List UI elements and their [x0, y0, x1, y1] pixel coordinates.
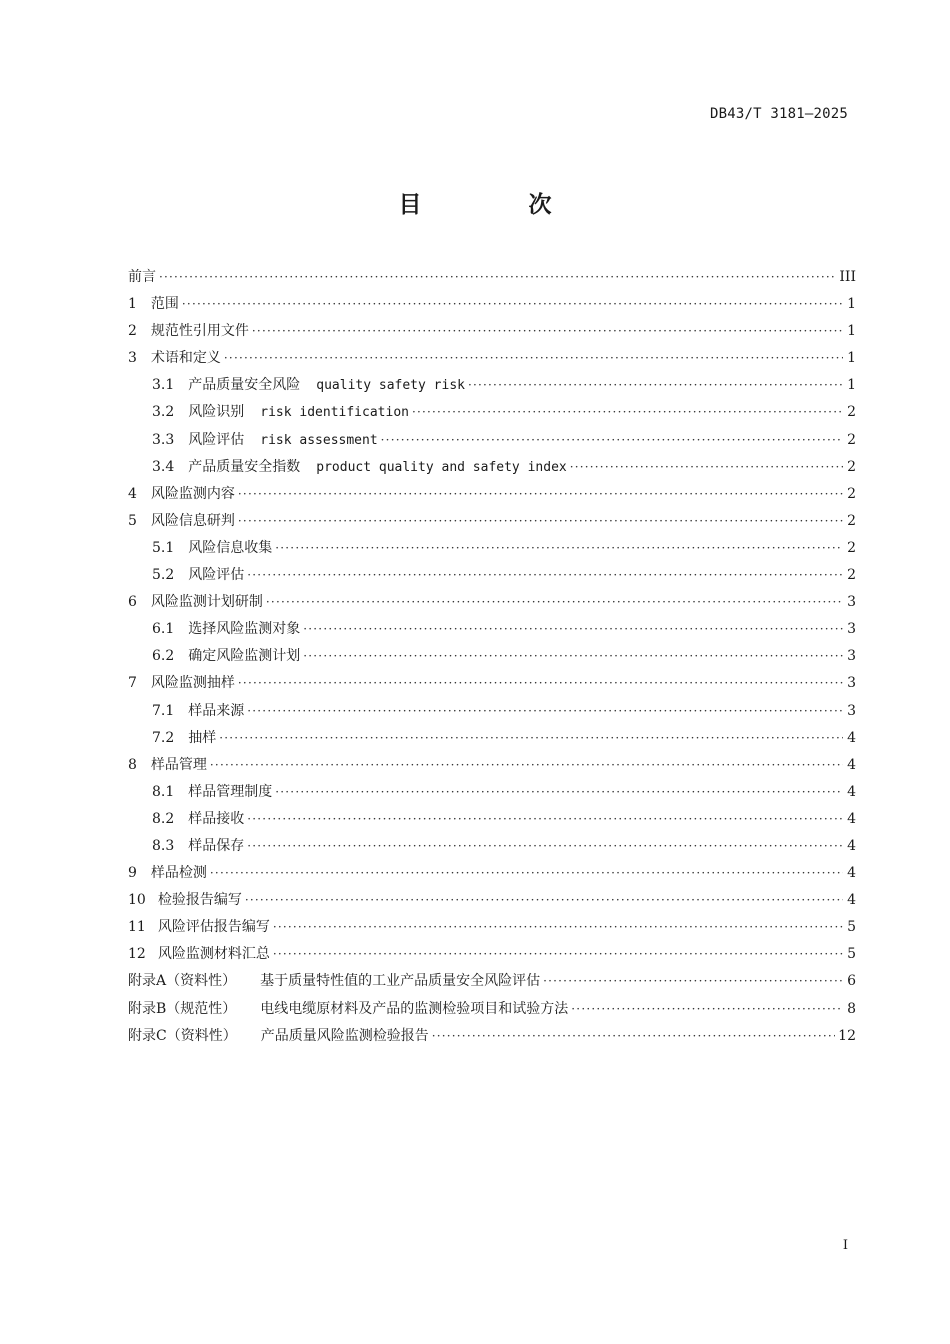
toc-entry-page: 4 — [847, 810, 856, 827]
toc-entry-number: 1 — [128, 296, 137, 313]
toc-dot-leader — [275, 541, 843, 555]
toc-entry-title: 产品质量风险监测检验报告 — [260, 1027, 429, 1044]
toc-entry-title: 风险监测内容 — [150, 485, 235, 502]
toc-entry[interactable] — [128, 293, 856, 320]
toc-entry-title: 样品来源 — [188, 702, 245, 719]
toc-entry-title: 样品检测 — [150, 865, 207, 882]
toc-entry[interactable] — [128, 510, 856, 537]
toc-entry-title: 规范性引用文件 — [150, 323, 249, 340]
toc-dot-leader — [303, 622, 843, 636]
toc-entry-title: 基于质量特性值的工业产品质量安全风险评估 — [260, 973, 541, 990]
toc-entry-number: 5 — [128, 512, 137, 529]
toc-entry-title: 范围 — [150, 296, 179, 313]
toc-entry-number: 8.1 — [152, 783, 175, 800]
toc-entry[interactable] — [128, 564, 856, 591]
toc-dot-leader — [210, 758, 843, 772]
toc-entry-english-term: product quality and safety index — [316, 459, 567, 475]
toc-entry[interactable] — [128, 537, 856, 564]
toc-entry-number: 3.1 — [152, 377, 175, 394]
toc-entry-title: 样品接收 — [188, 810, 245, 827]
toc-entry-page: 2 — [847, 485, 856, 502]
toc-entry[interactable] — [128, 374, 856, 401]
toc-entry-number: 5.2 — [152, 567, 175, 584]
toc-entry-page: 1 — [847, 350, 856, 367]
toc-entry[interactable] — [128, 401, 856, 428]
toc-entry-title: 前言 — [128, 269, 156, 285]
toc-entry-page: 5 — [847, 946, 856, 963]
toc-entry-title: 产品质量安全指数 — [188, 458, 301, 475]
toc-entry[interactable] — [128, 618, 856, 645]
toc-entry-page: 1 — [847, 323, 856, 340]
toc-entry-page: 2 — [847, 458, 856, 475]
toc-dot-leader — [182, 297, 843, 311]
toc-entry-title: 风险评估报告编写 — [157, 919, 270, 936]
toc-entry[interactable] — [128, 916, 856, 943]
toc-entry[interactable] — [128, 998, 856, 1025]
toc-entry-number: 2 — [128, 323, 137, 340]
toc-entry[interactable] — [128, 862, 856, 889]
toc-entry[interactable] — [128, 320, 856, 347]
toc-dot-leader — [273, 947, 843, 961]
toc-entry-number: 3.2 — [152, 404, 175, 421]
toc-entry-page: 3 — [847, 621, 856, 638]
toc-dot-leader — [224, 351, 843, 365]
toc-entry-number: 6 — [128, 594, 137, 611]
toc-entry-number: 7.1 — [152, 702, 175, 719]
toc-entry-number: 附录B（规范性） — [128, 1000, 237, 1017]
toc-dot-leader — [159, 270, 836, 284]
toc-entry-number: 9 — [128, 865, 137, 882]
toc-entry[interactable] — [128, 808, 856, 835]
toc-entry-title: 样品管理制度 — [188, 783, 273, 800]
toc-entry-page: 2 — [847, 567, 856, 584]
toc-entry-page: 2 — [847, 512, 856, 529]
toc-entry-page: 3 — [847, 648, 856, 665]
toc-entry-title: 风险监测计划研制 — [150, 594, 263, 611]
page-number: I — [842, 1238, 848, 1253]
toc-entry[interactable] — [128, 456, 856, 483]
toc-entry-english-term: quality safety risk — [316, 378, 465, 394]
toc-entry[interactable] — [128, 970, 856, 997]
toc-entry-page: 3 — [847, 594, 856, 611]
toc-entry[interactable] — [128, 483, 856, 510]
toc-entry-page: 3 — [847, 702, 856, 719]
toc-entry[interactable] — [128, 835, 856, 862]
toc-entry-number: 3 — [128, 350, 137, 367]
toc-entry-number: 8.3 — [152, 837, 175, 854]
toc-entry-title: 风险识别 — [188, 404, 245, 421]
toc-entry-page: 4 — [847, 729, 856, 746]
toc-entry-page: 8 — [847, 1000, 856, 1017]
table-of-contents — [128, 266, 856, 1052]
toc-entry-english-term: risk identification — [260, 405, 409, 421]
toc-entry-number: 3.4 — [152, 458, 175, 475]
toc-entry-title: 抽样 — [188, 729, 217, 746]
toc-dot-leader — [570, 460, 843, 474]
toc-dot-leader — [273, 920, 843, 934]
toc-dot-leader — [238, 487, 843, 501]
toc-entry-page: 3 — [847, 675, 856, 692]
toc-entry-page: 2 — [847, 404, 856, 421]
toc-dot-leader — [219, 731, 843, 745]
toc-entry-number: 3.3 — [152, 431, 175, 448]
toc-entry[interactable] — [128, 727, 856, 754]
toc-dot-leader — [247, 568, 843, 582]
toc-entry-title: 样品管理 — [150, 756, 207, 773]
toc-dot-leader — [247, 839, 843, 853]
toc-entry-number: 6.1 — [152, 621, 175, 638]
toc-entry-page: 1 — [847, 296, 856, 313]
toc-entry-number: 11 — [128, 919, 146, 936]
toc-dot-leader — [468, 378, 843, 392]
toc-entry-title: 产品质量安全风险 — [188, 377, 301, 394]
toc-entry-number: 10 — [128, 892, 146, 909]
toc-entry-page: 5 — [847, 919, 856, 936]
standard-code: DB43/T 3181—2025 — [709, 106, 848, 122]
toc-entry[interactable] — [128, 266, 856, 293]
toc-entry-title: 风险信息研判 — [150, 512, 235, 529]
toc-entry[interactable] — [128, 429, 856, 456]
toc-entry-number: 6.2 — [152, 648, 175, 665]
toc-entry[interactable] — [128, 672, 856, 699]
toc-entry-number: 7 — [128, 675, 137, 692]
toc-entry-title: 风险监测材料汇总 — [157, 946, 270, 963]
toc-entry[interactable] — [128, 700, 856, 727]
toc-entry-number: 8 — [128, 756, 137, 773]
toc-dot-leader — [432, 1029, 835, 1043]
toc-entry-title: 风险监测抽样 — [150, 675, 235, 692]
toc-entry-number: 7.2 — [152, 729, 175, 746]
toc-entry-page: 6 — [847, 973, 856, 990]
toc-entry-page: III — [839, 269, 856, 285]
toc-dot-leader — [303, 649, 843, 663]
toc-dot-leader — [266, 595, 843, 609]
toc-entry-page: 4 — [847, 756, 856, 773]
toc-entry[interactable] — [128, 754, 856, 781]
toc-dot-leader — [238, 676, 843, 690]
toc-entry[interactable] — [128, 943, 856, 970]
toc-dot-leader — [381, 433, 843, 447]
toc-entry-number: 12 — [128, 946, 146, 963]
toc-entry-title: 样品保存 — [188, 837, 245, 854]
toc-entry-title: 检验报告编写 — [157, 892, 242, 909]
toc-dot-leader — [412, 405, 843, 419]
toc-entry[interactable] — [128, 889, 856, 916]
toc-entry-page: 12 — [838, 1027, 856, 1044]
toc-entry[interactable] — [128, 347, 856, 374]
toc-entry-title: 风险信息收集 — [188, 539, 273, 556]
toc-entry-title: 选择风险监测对象 — [188, 621, 301, 638]
toc-dot-leader — [245, 893, 843, 907]
toc-entry[interactable] — [128, 1025, 856, 1052]
toc-entry[interactable] — [128, 645, 856, 672]
toc-entry-title: 风险评估 — [188, 567, 245, 584]
toc-entry-number: 5.1 — [152, 539, 175, 556]
toc-dot-leader — [247, 704, 843, 718]
toc-entry-page: 4 — [847, 837, 856, 854]
toc-entry-title: 确定风险监测计划 — [188, 648, 301, 665]
toc-dot-leader — [571, 1002, 843, 1016]
toc-dot-leader — [210, 866, 843, 880]
toc-dot-leader — [543, 974, 843, 988]
toc-title: 目 次 — [398, 192, 594, 218]
toc-entry-number: 附录C（资料性） — [128, 1027, 237, 1044]
toc-entry-number: 8.2 — [152, 810, 175, 827]
toc-entry-number: 附录A（资料性） — [128, 973, 237, 990]
toc-entry-page: 4 — [847, 892, 856, 909]
toc-entry-english-term: risk assessment — [260, 432, 378, 448]
toc-entry-page: 4 — [847, 865, 856, 882]
toc-entry-page: 2 — [847, 539, 856, 556]
toc-entry-page: 2 — [847, 431, 856, 448]
toc-entry-number: 4 — [128, 485, 137, 502]
toc-entry-page: 4 — [847, 783, 856, 800]
toc-dot-leader — [247, 812, 843, 826]
toc-entry-page: 1 — [847, 377, 856, 394]
toc-entry[interactable] — [128, 781, 856, 808]
toc-entry[interactable] — [128, 591, 856, 618]
toc-entry-title: 电线电缆原材料及产品的监测检验项目和试验方法 — [260, 1000, 569, 1017]
toc-entry-title: 术语和定义 — [150, 350, 221, 367]
toc-dot-leader — [275, 785, 843, 799]
toc-dot-leader — [252, 324, 843, 338]
toc-dot-leader — [238, 514, 843, 528]
toc-entry-title: 风险评估 — [188, 431, 245, 448]
